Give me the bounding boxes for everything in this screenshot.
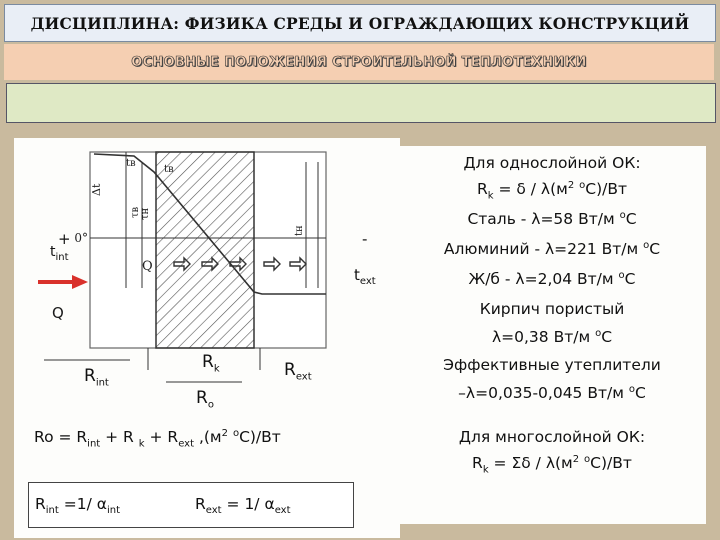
insulation-lambda-line: –λ=0,035-0,045 Вт/м $^o$С: [458, 384, 646, 403]
t-ext-sign: -: [362, 230, 368, 248]
svg-text:τн: τн: [140, 207, 151, 220]
left-panel: [14, 138, 400, 538]
brick-lambda-line: λ=0,38 Вт/м $^o$С: [491, 328, 613, 347]
single-layer-formula: $R_k = \delta / \lambda(м^2$ $^o$С)/Вт: [476, 180, 628, 202]
r-ext-formula: $R_{ext} = 1/$ $\alpha_{ext}$: [195, 495, 291, 517]
page-subtitle: ОСНОВНЫЕ ПОЛОЖЕНИЯ СТРОИТЕЛЬНОЙ ТЕПЛОТЕХНИКИ: [131, 54, 587, 70]
t-ext-label: $t_{ext}$: [354, 266, 376, 287]
multi-layer-heading: Для многослойной ОК:: [458, 428, 646, 446]
svg-text:Δt: Δt: [90, 183, 103, 196]
svg-text:τв: τв: [130, 206, 141, 218]
aluminium-line: Алюминий - λ=221 Вт/м $^o$С: [443, 240, 661, 259]
single-layer-heading: Для однослойной ОК:: [463, 154, 641, 172]
concrete-line: Ж/б - λ=2,04 Вт/м $^o$С: [468, 270, 636, 289]
t-int-label: $t_{int}$: [50, 244, 69, 263]
svg-text:tв: tв: [164, 164, 174, 175]
q-label: Q: [52, 304, 64, 322]
r-k-label: $R_k$: [202, 352, 220, 375]
q-inner-label: Q: [142, 259, 153, 274]
svg-text:tн: tн: [294, 225, 305, 236]
right-panel: [398, 146, 706, 524]
r-int-label: $R_{int}$: [84, 366, 109, 389]
page-title: ДИСЦИПЛИНА: ФИЗИКА СРЕДЫ И ОГРАЖДАЮЩИХ КОНСТРУКЦИЙ: [30, 13, 690, 33]
t-int-sign: +: [58, 230, 71, 248]
svg-text:tв: tв: [126, 158, 136, 169]
green-banner: [6, 83, 716, 123]
wall-diagram: [14, 138, 400, 538]
alpha-formula-box: [28, 482, 354, 528]
insulation-line: Эффективные утеплители: [443, 356, 661, 374]
title-bar: [4, 4, 716, 42]
r-o-label: $R_o$: [196, 388, 214, 411]
steel-line: Сталь - λ=58 Вт/м $^o$С: [467, 210, 637, 229]
subtitle-bar: [4, 44, 714, 80]
zero-label: 0°: [74, 231, 88, 245]
wall-section: [156, 152, 254, 348]
ro-formula: $Ro = R_{int} + R$ $_k + R_{ext}$ $,(м^2$ $^o$С)/Вт: [34, 428, 281, 450]
multi-layer-formula: $R_k = \Sigma\delta / \lambda(м^2$ $^o$С)/Вт: [472, 454, 632, 476]
r-int-formula: $R_{int} =1/$ $\alpha_{int}$: [35, 495, 121, 517]
brick-line: Кирпич пористый: [479, 300, 625, 318]
r-ext-label: $R_{ext}$: [284, 360, 312, 383]
heat-flow-arrow-head: [72, 275, 88, 289]
